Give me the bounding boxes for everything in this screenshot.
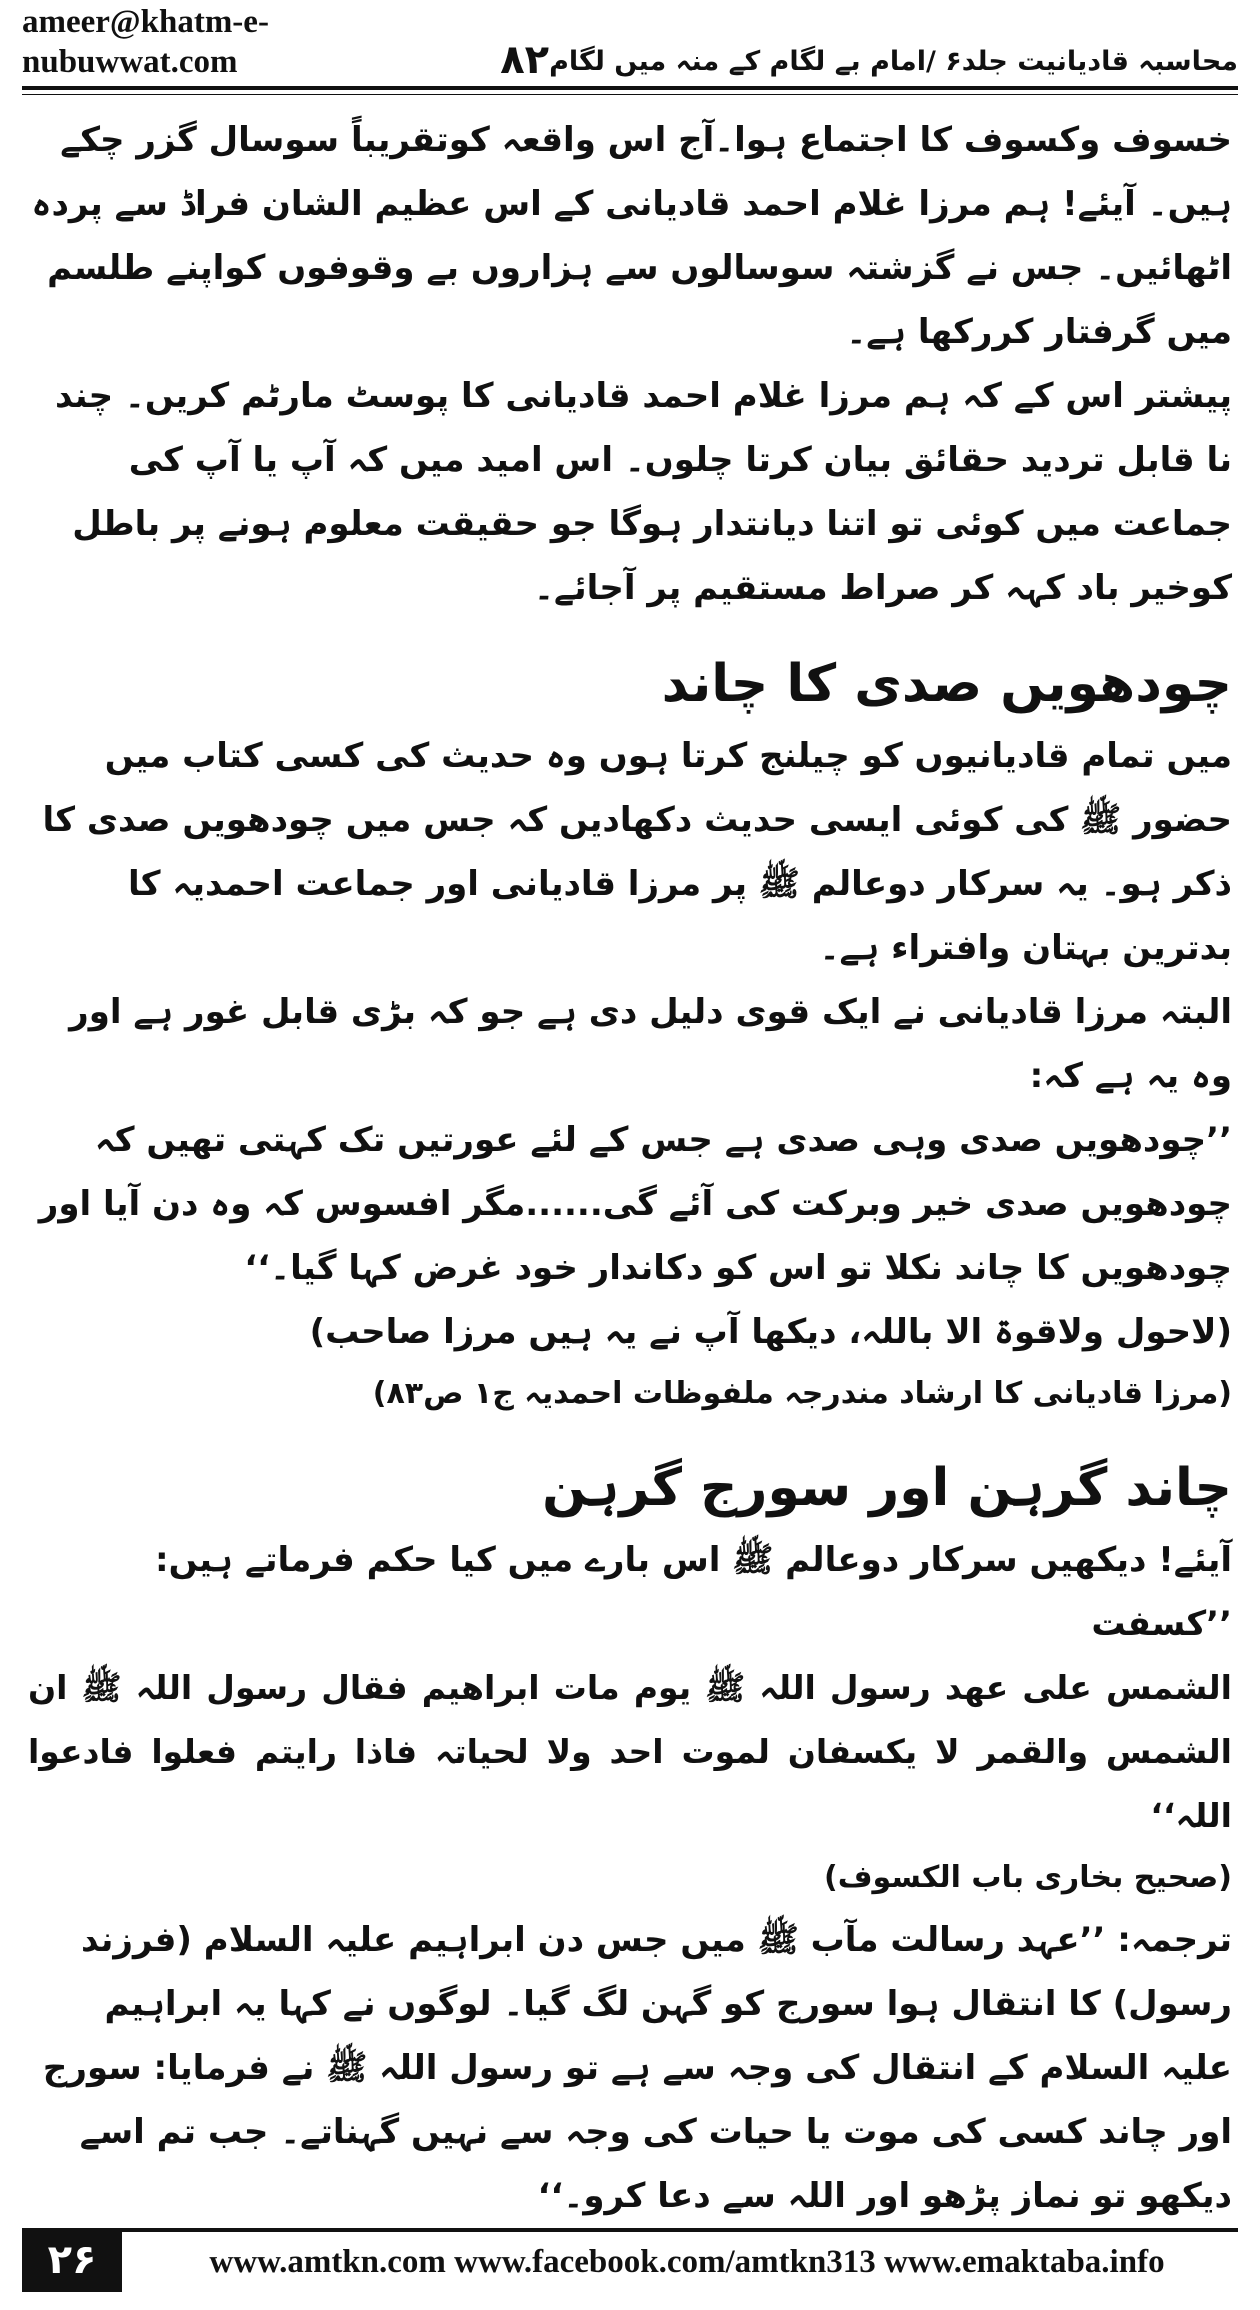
paragraph: (لاحول ولاقوۃ الا باللہ، دیکھا آپ نے یہ ہیں مرزا صاحب) [309, 1312, 1232, 1352]
paragraph: البتہ مرزا قادیانی نے ایک قوی دلیل دی ہے جو کہ بڑی قابل غور ہے اور وہ یہ ہے کہ: [69, 992, 1232, 1096]
quotation: ’’چودھویں صدی وہی صدی ہے جس کے لئے عورتیں تک کہتی تھیں کہ چودھویں صدی خیر وبرکت کی آئے گی......مگر افسوس کہ وہ دن آیا اور چودھویں کا چاند نکلا تو اس کو دکاندار خود غرض کہا گیا۔‘‘ [38, 1120, 1232, 1288]
header-rule-thin [22, 94, 1238, 95]
reference: (مرزا قادیانی کا ارشاد مندرجہ ملفوظات احمدیہ ج۱ ص۸۳) [372, 1376, 1232, 1411]
spacer [28, 1424, 1232, 1438]
page-footer [22, 2228, 1238, 2292]
section-heading: چودھویں صدی کا چاند [661, 654, 1232, 714]
paragraph: میں تمام قادیانیوں کو چیلنج کرتا ہوں وہ حدیث کی کسی کتاب میں حضور ﷺ کی کوئی ایسی حدیث دکھادیں کہ جس میں چودھویں صدی کا ذکر ہو۔ یہ سرکار دوعالم ﷺ پر مرزا قادیانی اور جماعت احمدیہ کا بدترین بہتان وافتراء ہے۔ [42, 736, 1232, 968]
reference: (صحیح بخاری باب الکسوف) [823, 1860, 1232, 1895]
translation: ترجمہ: ’’عہد رسالت مآب ﷺ میں جس دن ابراہیم علیہ السلام (فرزند رسول) کا انتقال ہوا سورج کو گہن لگ گیا۔ لوگوں نے کہا یہ ابراہیم علیہ السلام کے انتقال کی وجہ سے ہے تو رسول اللہ ﷺ نے فرمایا: سورج اور چاند کسی کی موت یا حیات کی وجہ سے نہیں گہناتے۔ جب تم اسے دیکھو تو نماز پڑھو اور اللہ سے دعا کرو۔‘‘ [42, 1920, 1232, 2216]
section-heading: چاند گرہن اور سورج گرہن [542, 1458, 1232, 1518]
header-title: محاسبہ قادیانیت جلد۶ /امام بے لگام کے منہ میں لگام [549, 46, 1238, 77]
footer-links[interactable]: www.amtkn.com www.facebook.com/amtkn313 www.emaktaba.info [122, 2228, 1238, 2292]
paragraph: خسوف وکسوف کا اجتماع ہوا۔آج اس واقعہ کوتقریباً سوسال گزر چکے ہیں۔ آیئے! ہم مرزا غلام احمد قادیانی کے اس عظیم الشان فراڈ سے پردہ اٹھائیں۔ جس نے گزشتہ سوسالوں سے ہزاروں بے وقوفوں کواپنے طلسم میں گرفتار کررکھا ہے۔ [31, 120, 1232, 352]
header-email[interactable]: ameer@khatm-e-nubuwwat.com [22, 4, 269, 80]
spacer [28, 620, 1232, 634]
header-page-number: ۸۲ [500, 37, 550, 83]
arabic-hadith: الشمس علی عھد رسول اللہ ﷺ یوم مات ابراھیم فقال رسول اللہ ﷺ ان الشمس والقمر لا یکسفان لموت احد ولا لحیاتہ فاذا رایتم فعلوا فادعوا اللہ‘‘ [28, 1668, 1232, 1835]
header-rule [22, 86, 1238, 90]
paragraph: آیئے! دیکھیں سرکار دوعالم ﷺ اس بارے میں کیا حکم فرماتے ہیں: ’’کسفت [154, 1540, 1232, 1644]
page-header [22, 4, 1238, 83]
body-text [28, 108, 1232, 2228]
paragraph: پیشتر اس کے کہ ہم مرزا غلام احمد قادیانی کا پوسٹ مارٹم کریں۔ چند نا قابل تردید حقائق بیان کرتا چلوں۔ اس امید میں کہ آپ یا آپ کی جماعت میں کوئی تو اتنا دیانتدار ہوگا جو حقیقت معلوم ہونے پر باطل کوخیر باد کہہ کر صراط مستقیم پر آجائے۔ [55, 376, 1232, 608]
footer-page-number: ۲۶ [22, 2228, 122, 2292]
